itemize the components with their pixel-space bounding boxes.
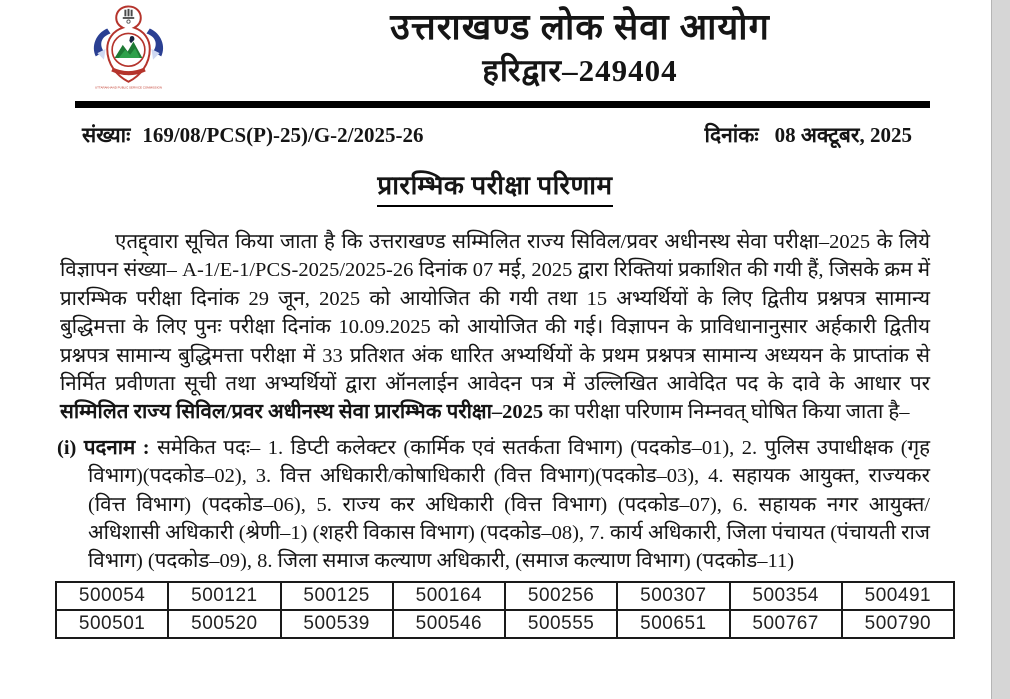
roll-number-cell: 500520: [168, 610, 280, 638]
title-row: [0, 166, 990, 207]
roll-number-table: [55, 581, 955, 639]
roll-number-cell: 500256: [505, 582, 617, 610]
roll-table-row: [56, 610, 954, 638]
document-header: [0, 0, 990, 100]
header-titles: [185, 4, 975, 92]
post-names-section: [57, 434, 930, 576]
reference-number: [82, 121, 423, 149]
header-divider: [75, 101, 930, 108]
roll-number-cell: 500307: [617, 582, 729, 610]
roll-number-cell: 500054: [56, 582, 168, 610]
reference-number-value: 169/08/PCS(P)-25)/G-2/2025-26: [142, 123, 424, 147]
roll-number-cell: 500125: [281, 582, 393, 610]
roll-number-cell: 500555: [505, 610, 617, 638]
roll-number-cell: 500164: [393, 582, 505, 610]
page-right-edge: [991, 0, 1010, 699]
roll-number-cell: 500546: [393, 610, 505, 638]
document-title: प्रारम्भिक परीक्षा परिणाम: [377, 166, 612, 207]
roll-number-cell: 500767: [730, 610, 842, 638]
roll-number-cell: 500121: [168, 582, 280, 610]
reference-date-row: [82, 121, 912, 149]
organization-address: हरिद्वार–249404: [482, 53, 678, 88]
roll-number-cell: 500501: [56, 610, 168, 638]
roll-number-cell: 500539: [281, 610, 393, 638]
reference-number-label: संख्याः: [82, 123, 131, 147]
paragraph-text-post: का परीक्षा परिणाम निम्नवत् घोषित किया जाता है–: [543, 401, 910, 424]
organization-name: उत्तराखण्ड लोक सेवा आयोग: [390, 7, 770, 47]
date-label: दिनांकः: [704, 123, 759, 147]
post-names-text: समेकित पदः– 1. डिप्टी कलेक्टर (कार्मिक एवं सतर्कता विभाग) (पदकोड–01), 2. पुलिस उपाधीक्षक (गृह विभाग)(पदकोड–02), 3. वित्त अधिकारी/कोषाधिकारी (वित्त विभाग)(पदकोड–03), 4. सहायक आयुक्त, राज्यकर (वित्त विभाग) (पदकोड–06), 5. राज्य कर अधिकारी (वित्त विभाग) (पदकोड–07), 6. सहायक नगर आयुक्त/अधिशासी अधिकारी (श्रेणी–1) (शहरी विकास विभाग) (पदकोड–08), 7. कार्य अधिकारी, जिला पंचायत (पंचायती राज विभाग) (पदकोड–09), 8. जिला समाज कल्याण अधिकारी, (समाज कल्याण विभाग) (पदकोड–11): [88, 436, 931, 573]
roll-number-cell: 500651: [617, 610, 729, 638]
list-index: (i): [57, 436, 77, 459]
roll-number-cell: 500491: [842, 582, 954, 610]
paragraph-exam-name-bold: सम्मिलित राज्य सिविल/प्रवर अधीनस्थ सेवा प्रारम्भिक परीक्षा–2025: [60, 401, 544, 424]
roll-table-row: [56, 582, 954, 610]
document-date: [705, 121, 912, 149]
logo-caption: UTTARAKHAND PUBLIC SERVICE COMMISSION: [95, 85, 162, 90]
uttarakhand-psc-emblem-icon: [80, 4, 177, 94]
roll-number-cell: 500790: [842, 610, 954, 638]
notice-paragraph: [60, 228, 930, 427]
date-value: 08 अक्टूबर, 2025: [774, 123, 912, 147]
paragraph-text-pre: एतद्द्वारा सूचित किया जाता है कि उत्तराखण्ड सम्मिलित राज्य सिविल/प्रवर अधीनस्थ सेवा परीक्षा–2025 के लिये विज्ञापन संख्या– A-1/E-1/PCS-2025/2025-26 दिनांक 07 मई, 2025 द्वारा रिक्तियां प्रकाशित की गयी हैं, जिसके क्रम में प्रारम्भिक परीक्षा दिनांक 29 जून, 2025 को आयोजित की गयी तथा 15 अभ्यर्थियों के लिए द्वितीय प्रश्नपत्र सामान्य बुद्धिमत्ता के लिए पुनः परीक्षा दिनांक 10.09.2025 को आयोजित की गई। विज्ञापन के प्राविधानानुसार अर्हकारी द्वितीय प्रश्नपत्र सामान्य बुद्धिमत्ता परीक्षा में 33 प्रतिशत अंक धारित अभ्यर्थियों के प्रथम प्रश्नपत्र सामान्य अध्ययन के प्राप्तांक से निर्मित प्रवीणता सूची तथा अभ्यर्थियों द्वारा ऑनलाईन आवेदन पत्र में उल्लिखित आवेदित पद के दावे के आधार पर: [60, 231, 930, 396]
post-names-label: पदनाम :: [83, 436, 150, 459]
roll-number-cell: 500354: [730, 582, 842, 610]
